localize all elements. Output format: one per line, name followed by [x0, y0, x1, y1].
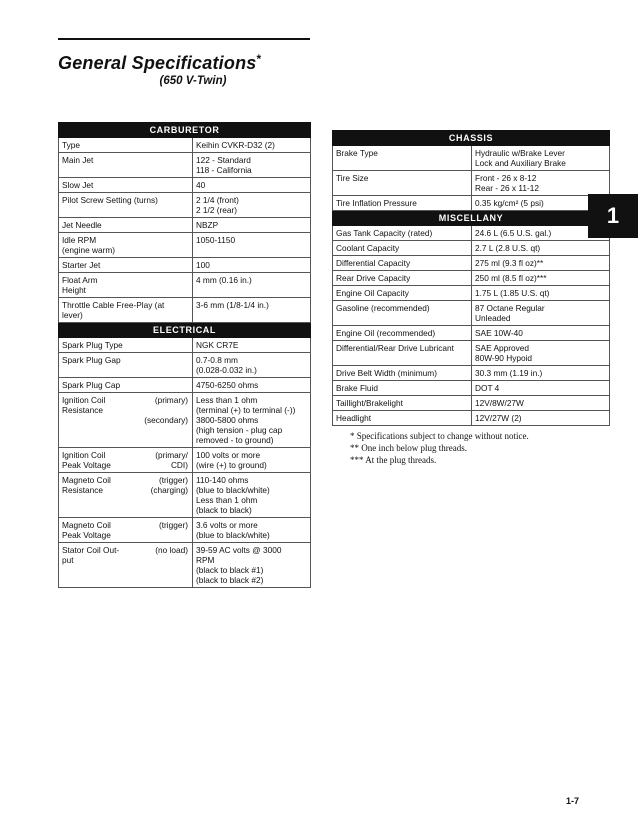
- spec-label-cell: [59, 393, 193, 448]
- title-rule: [58, 38, 310, 40]
- footnote: *** At the plug threads.: [350, 455, 437, 465]
- table-row: [59, 393, 311, 448]
- table-row: [333, 226, 610, 241]
- spec-value: Front - 26 x 8-12 Rear - 26 x 11-12: [475, 173, 539, 193]
- chassis-heading-row: [333, 131, 610, 146]
- table-row: [59, 543, 311, 588]
- page-number: 1-7: [566, 796, 580, 806]
- spec-label: Drive Belt Width (minimum): [336, 368, 437, 378]
- spec-value: Hydraulic w/Brake Lever Lock and Auxiliary Brake: [475, 148, 566, 168]
- spec-label: Engine Oil (recommended): [336, 328, 436, 338]
- spec-sublabel: (primary/: [155, 450, 188, 460]
- page-title: General Specifications*: [58, 52, 262, 73]
- table-row: [59, 193, 311, 218]
- spec-value: 0.7-0.8 mm (0.028-0.032 in.): [196, 355, 257, 375]
- table-row: [59, 218, 311, 233]
- spec-label-cell: [333, 146, 472, 171]
- spec-value-cell: [193, 393, 311, 448]
- spec-label: Brake Fluid: [336, 383, 378, 393]
- spec-label-cell: [59, 448, 193, 473]
- spec-label: Differential Capacity: [336, 258, 411, 268]
- spec-label-cell: [59, 338, 193, 353]
- spec-value: SAE 10W-40: [475, 328, 523, 338]
- spec-value-cell: [193, 448, 311, 473]
- spec-value: 122 - Standard 118 - California: [196, 155, 252, 175]
- table-row: [59, 518, 311, 543]
- spec-value-cell: [472, 286, 610, 301]
- table-row: [333, 241, 610, 256]
- spec-sublabel: (charging): [150, 485, 188, 495]
- spec-label-cell: [333, 226, 472, 241]
- spec-label: Jet Needle: [62, 220, 102, 230]
- spec-value: 12V/8W/27W: [475, 398, 524, 408]
- spec-value: 87 Octane Regular Unleaded: [475, 303, 545, 323]
- spec-label-cell: [59, 138, 193, 153]
- spec-label: Starter Jet: [62, 260, 101, 270]
- spec-label: Tire Size: [336, 173, 369, 183]
- spec-label: Spark Plug Gap: [62, 355, 121, 365]
- miscellany-heading-row: [333, 211, 610, 226]
- table-row: [333, 301, 610, 326]
- spec-value-cell: [193, 258, 311, 273]
- spec-value-cell: [472, 341, 610, 366]
- spec-label: Spark Plug Type: [62, 340, 123, 350]
- table-row: [333, 196, 610, 211]
- spec-label-cell: [59, 298, 193, 323]
- spec-value: 250 ml (8.5 fl oz)***: [475, 273, 547, 283]
- page-subtitle: (650 V-Twin): [159, 75, 227, 87]
- spec-label: Pilot Screw Setting (turns): [62, 195, 158, 205]
- spec-value-cell: [472, 271, 610, 286]
- spec-value: 30.3 mm (1.19 in.): [475, 368, 543, 378]
- spec-value: Less than 1 ohm (terminal (+) to terminal (-)) 3800-5800 ohms (high tension - plug cap removed - to ground): [196, 395, 296, 445]
- spec-value: 100 volts or more (wire (+) to ground): [196, 450, 267, 470]
- spec-label: Rear Drive Capacity: [336, 273, 411, 283]
- table-row: [333, 381, 610, 396]
- spec-label: Type: [62, 140, 80, 150]
- spec-value: 4750-6250 ohms: [196, 380, 259, 390]
- spec-label: Float Arm Height: [62, 275, 98, 295]
- carburetor-heading: CARBURETOR: [59, 123, 311, 138]
- spec-label-cell: [59, 518, 193, 543]
- spec-value-cell: [193, 218, 311, 233]
- spec-label-cell: [333, 411, 472, 426]
- spec-label-cell: [333, 256, 472, 271]
- spec-value: 3-6 mm (1/8-1/4 in.): [196, 300, 269, 310]
- electrical-heading: ELECTRICAL: [59, 323, 311, 338]
- table-row: [59, 233, 311, 258]
- table-row: [59, 138, 311, 153]
- left-spec-table: [58, 122, 311, 588]
- spec-label-cell: [59, 193, 193, 218]
- spec-value-cell: [193, 178, 311, 193]
- spec-sublabel: (no load): [155, 545, 188, 555]
- spec-label-cell: [59, 353, 193, 378]
- spec-value: DOT 4: [475, 383, 500, 393]
- spec-label-cell: [59, 258, 193, 273]
- spec-value-cell: [472, 171, 610, 196]
- spec-label-cell: [333, 366, 472, 381]
- spec-label: Magneto Coil Resistance: [62, 475, 111, 495]
- spec-label: Engine Oil Capacity: [336, 288, 409, 298]
- spec-value: 3.6 volts or more (blue to black/white): [196, 520, 270, 540]
- spec-label: Spark Plug Cap: [62, 380, 121, 390]
- spec-label: Idle RPM (engine warm): [62, 235, 116, 255]
- spec-value: 12V/27W (2): [475, 413, 522, 423]
- spec-value: 100: [196, 260, 210, 270]
- spec-value: 2.7 L (2.8 U.S. qt): [475, 243, 541, 253]
- table-row: [59, 298, 311, 323]
- spec-label-cell: [333, 381, 472, 396]
- table-row: [59, 353, 311, 378]
- miscellany-heading: MISCELLANY: [333, 211, 610, 226]
- spec-value-cell: [472, 301, 610, 326]
- spec-value: 40: [196, 180, 206, 190]
- spec-label: Stator Coil Out- put: [62, 545, 120, 565]
- spec-value: 1050-1150: [196, 235, 236, 245]
- table-row: [59, 448, 311, 473]
- table-row: [59, 378, 311, 393]
- spec-label-cell: [333, 171, 472, 196]
- spec-value: Keihin CVKR-D32 (2): [196, 140, 275, 150]
- footnote: * Specifications subject to change without notice.: [350, 431, 529, 441]
- spec-label: Coolant Capacity: [336, 243, 400, 253]
- spec-label-cell: [333, 341, 472, 366]
- spec-value-cell: [472, 256, 610, 271]
- spec-value-cell: [193, 153, 311, 178]
- spec-sublabel: (trigger): [158, 475, 188, 485]
- table-row: [333, 256, 610, 271]
- table-row: [59, 258, 311, 273]
- footnotes: [350, 430, 620, 466]
- spec-sublabel: CDI): [170, 460, 188, 470]
- table-row: [333, 396, 610, 411]
- table-row: [333, 271, 610, 286]
- spec-value: 110-140 ohms (blue to black/white) Less than 1 ohm (black to black): [196, 475, 270, 515]
- spec-label-cell: [333, 326, 472, 341]
- spec-value-cell: [193, 353, 311, 378]
- spec-value: SAE Approved 80W-90 Hypoid: [475, 343, 533, 363]
- spec-label: Tire Inflation Pressure: [336, 198, 417, 208]
- spec-label: Gasoline (recommended): [336, 303, 430, 313]
- spec-value: NGK CR7E: [196, 340, 239, 350]
- spec-label: Ignition Coil Peak Voltage: [62, 450, 111, 470]
- spec-value-cell: [472, 366, 610, 381]
- spec-label-cell: [333, 196, 472, 211]
- spec-value-cell: [193, 193, 311, 218]
- right-spec-table: [332, 130, 610, 426]
- spec-value: 1.75 L (1.85 U.S. qt): [475, 288, 550, 298]
- spec-label: Magneto Coil Peak Voltage: [62, 520, 111, 540]
- spec-label-cell: [59, 543, 193, 588]
- table-row: [59, 338, 311, 353]
- spec-value: NBZP: [196, 220, 219, 230]
- spec-label: Gas Tank Capacity (rated): [336, 228, 433, 238]
- table-row: [333, 366, 610, 381]
- spec-value-cell: [472, 146, 610, 171]
- spec-value-cell: [193, 298, 311, 323]
- section-tab: 1: [588, 194, 638, 238]
- spec-value-cell: [193, 338, 311, 353]
- spec-value: 4 mm (0.16 in.): [196, 275, 252, 285]
- spec-label-cell: [333, 271, 472, 286]
- spec-sublabel: (primary): [154, 395, 188, 405]
- spec-label-cell: [59, 378, 193, 393]
- spec-value-cell: [472, 396, 610, 411]
- spec-label-cell: [333, 286, 472, 301]
- carburetor-heading-row: [59, 123, 311, 138]
- spec-sublabel: (trigger): [158, 520, 188, 530]
- spec-value: 39-59 AC volts @ 3000 RPM (black to black #1) (black to black #2): [196, 545, 282, 585]
- spec-label-cell: [59, 233, 193, 258]
- spec-label-cell: [59, 273, 193, 298]
- spec-sublabel: (secondary): [144, 415, 188, 425]
- spec-value: 24.6 L (6.5 U.S. gal.): [475, 228, 552, 238]
- spec-label-cell: [59, 473, 193, 518]
- table-row: [333, 171, 610, 196]
- spec-value-cell: [472, 241, 610, 256]
- spec-label: Taillight/Brakelight: [336, 398, 403, 408]
- table-row: [333, 326, 610, 341]
- title-block: [58, 38, 310, 87]
- table-row: [59, 178, 311, 193]
- spec-label-cell: [59, 178, 193, 193]
- spec-value-cell: [472, 411, 610, 426]
- spec-value-cell: [193, 233, 311, 258]
- spec-label-cell: [59, 218, 193, 233]
- spec-value-cell: [193, 138, 311, 153]
- spec-label-cell: [333, 301, 472, 326]
- table-row: [59, 153, 311, 178]
- spec-label: Slow Jet: [62, 180, 94, 190]
- spec-label: Brake Type: [336, 148, 378, 158]
- spec-label: Main Jet: [62, 155, 94, 165]
- table-row: [333, 341, 610, 366]
- spec-value-cell: [472, 381, 610, 396]
- spec-label-cell: [333, 241, 472, 256]
- spec-label-cell: [333, 396, 472, 411]
- table-row: [59, 273, 311, 298]
- spec-value-cell: [193, 518, 311, 543]
- chassis-heading: CHASSIS: [333, 131, 610, 146]
- table-row: [333, 286, 610, 301]
- spec-value-cell: [472, 326, 610, 341]
- title-footnote-mark: *: [256, 52, 262, 66]
- spec-value-cell: [193, 543, 311, 588]
- spec-label: Differential/Rear Drive Lubricant: [336, 343, 454, 353]
- spec-label: Ignition Coil Resistance: [62, 395, 106, 415]
- table-row: [59, 473, 311, 518]
- spec-value-cell: [193, 473, 311, 518]
- spec-value-cell: [193, 378, 311, 393]
- spec-value: 275 ml (9.3 fl oz)**: [475, 258, 544, 268]
- spec-value: 2 1/4 (front) 2 1/2 (rear): [196, 195, 239, 215]
- spec-label: Headlight: [336, 413, 372, 423]
- table-row: [333, 411, 610, 426]
- spec-value: 0.35 kg/cm² (5 psi): [475, 198, 544, 208]
- spec-label: Throttle Cable Free-Play (at lever): [62, 300, 165, 320]
- footnote: ** One inch below plug threads.: [350, 443, 467, 453]
- electrical-heading-row: [59, 323, 311, 338]
- table-row: [333, 146, 610, 171]
- spec-label-cell: [59, 153, 193, 178]
- spec-value-cell: [193, 273, 311, 298]
